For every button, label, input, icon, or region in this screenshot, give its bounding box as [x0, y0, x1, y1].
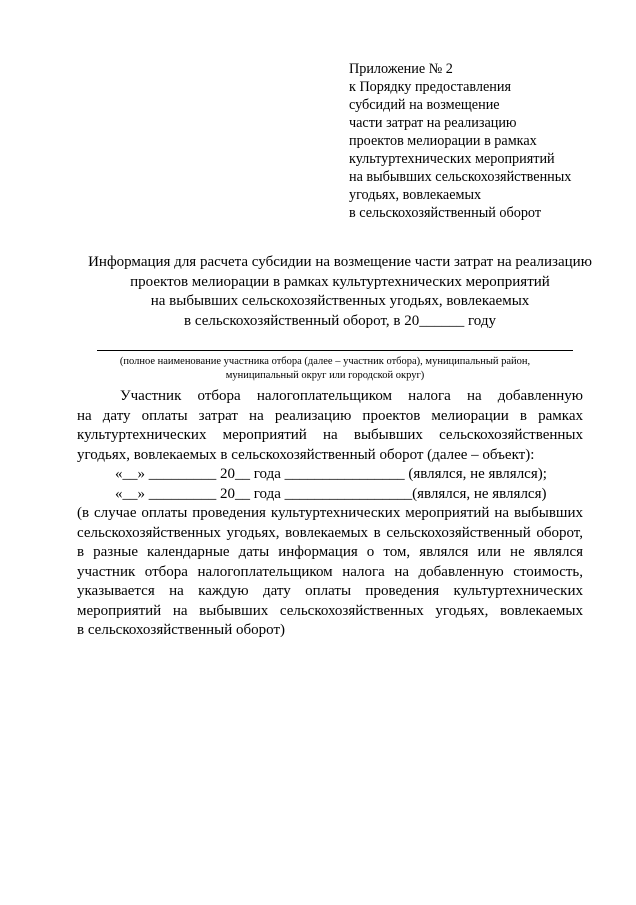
paragraph-line: угодьях, вовлекаемых в сельскохозяйственный оборот (далее – объект): — [77, 446, 535, 463]
document-body — [77, 387, 583, 641]
appendix-header — [349, 60, 609, 222]
appendix-line: субсидий на возмещение — [349, 97, 500, 113]
appendix-line: к Порядку предоставления — [349, 79, 511, 95]
appendix-line: в сельскохозяйственный оборот — [349, 205, 542, 221]
title-line: в сельскохозяйственный оборот, в 20______ году — [184, 312, 496, 329]
participant-caption — [80, 355, 570, 383]
note-line: в разные календарные даты информация о том, являлся или не являлся — [77, 544, 583, 560]
note-line: в сельскохозяйственный оборот) — [77, 622, 286, 638]
title-line: проектов мелиорации в рамках культуртехнических мероприятий — [130, 273, 550, 290]
participant-name-line — [97, 350, 573, 351]
paragraph-line: на дату оплаты затрат на реализацию проектов мелиорации в рамках — [77, 407, 583, 424]
appendix-line: Приложение № 2 — [349, 61, 453, 77]
paragraph-line: культуртехнических мероприятий на выбывших сельскохозяйственных — [77, 427, 583, 443]
note-line: сельскохозяйственных угодьях, вовлекаемых в сельскохозяйственный оборот, — [77, 524, 583, 541]
paragraph-line: Участник отбора налогоплательщиком налога на добавленную — [120, 388, 583, 404]
appendix-line: проектов мелиорации в рамках — [349, 133, 537, 149]
date-line: «__» _________ 20__ года ________________ (являлся, не являлся); — [115, 466, 547, 482]
caption-line: (полное наименование участника отбора (далее – участник отбора), муниципальный район, — [119, 356, 531, 367]
note-line: (в случае оплаты проведения культуртехнических мероприятий на выбывших — [77, 505, 583, 521]
appendix-line: части затрат на реализацию — [349, 115, 517, 131]
document-title — [40, 253, 636, 331]
appendix-line: культуртехнических мероприятий — [349, 151, 555, 167]
appendix-line: на выбывших сельскохозяйственных — [349, 169, 572, 185]
note-line: участник отбора налогоплательщиком налога на добавленную стоимость, — [77, 563, 583, 580]
note-line: указывается на каждую дату оплаты проведения культуртехнических — [77, 583, 583, 599]
note-line: мероприятий на выбывших сельскохозяйственных угодьях, вовлекаемых — [77, 602, 583, 619]
title-line: на выбывших сельскохозяйственных угодьях, вовлекаемых — [150, 293, 530, 309]
date-line: «__» _________ 20__ года _________________(являлся, не являлся) — [115, 485, 547, 502]
title-line: Информация для расчета субсидии на возмещение части затрат на реализацию — [88, 254, 592, 270]
caption-line: муниципальный округ или городской округ) — [225, 370, 425, 381]
appendix-line: угодьях, вовлекаемых — [349, 187, 482, 203]
